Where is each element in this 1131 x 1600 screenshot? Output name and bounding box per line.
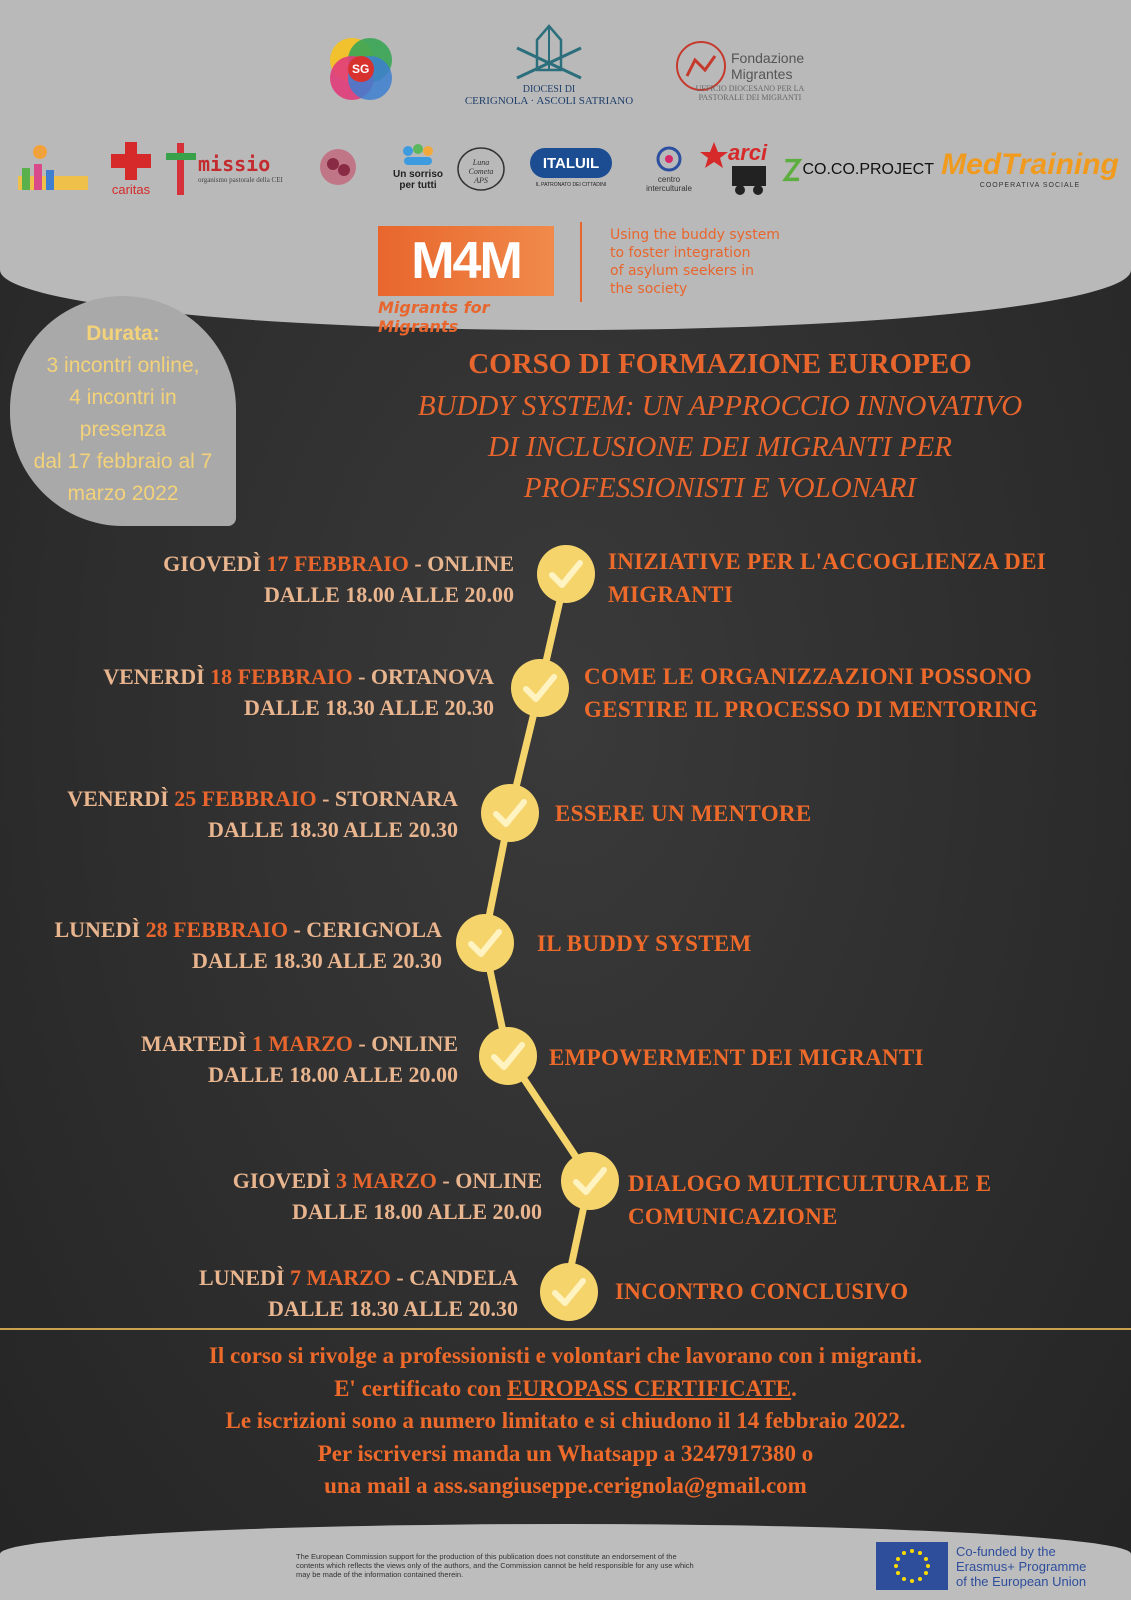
- duration-line-3: presenza: [79, 418, 167, 441]
- session-7-day: LUNEDÌ: [198, 1265, 285, 1290]
- divider-line: [0, 1328, 1131, 1330]
- m4m-tagline-4: the society: [610, 281, 688, 297]
- course-subtitle-2: DI INCLUSIONE DEI MIGRANTI PER: [488, 431, 952, 463]
- fondazione-name2: Migrantes: [731, 66, 793, 82]
- session-6-time: DALLE 18.00 ALLE 20.00: [292, 1199, 542, 1224]
- info-block: [0, 1340, 1131, 1503]
- eu-line-1: Co-funded by the: [956, 1544, 1056, 1559]
- session-7-check-icon: [540, 1263, 598, 1321]
- session-4-topic: [537, 927, 1037, 960]
- session-5-check-icon: [479, 1027, 537, 1085]
- sorriso-text2: per tutti: [399, 180, 437, 191]
- session-1-check-icon: [537, 545, 595, 603]
- session-2-place: - ORTANOVA: [358, 664, 494, 689]
- session-6-date-value: 3 MARZO: [336, 1168, 437, 1193]
- session-1-time: DALLE 18.00 ALLE 20.00: [264, 582, 514, 607]
- session-2-topic-2: GESTIRE IL PROCESSO DI MENTORING: [584, 697, 1038, 722]
- session-2-topic: [584, 660, 1129, 726]
- missio-text: missio: [198, 152, 271, 176]
- session-6-place: - ONLINE: [442, 1168, 542, 1193]
- session-6-day: GIOVEDÌ: [232, 1168, 331, 1193]
- session-7-place: - CANDELA: [396, 1265, 518, 1290]
- session-3-time: DALLE 18.30 ALLE 20.30: [208, 817, 458, 842]
- diocesi-line2: CERIGNOLA · ASCOLI SATRIANO: [464, 94, 634, 107]
- session-5-date-value: 1 MARZO: [252, 1031, 353, 1056]
- session-1-place: - ONLINE: [414, 551, 514, 576]
- session-4-topic-1: IL BUDDY SYSTEM: [537, 931, 752, 956]
- session-7-date-value: 7 MARZO: [290, 1265, 391, 1290]
- m4m-tagline-2: to foster integration: [610, 245, 751, 261]
- duration-line-4: dal 17 febbraio al 7: [33, 450, 213, 473]
- italuil-text: ITALUIL: [542, 154, 600, 172]
- medtraining-sub: COOPERATIVA SOCIALE: [979, 181, 1081, 189]
- session-5-topic: [549, 1041, 1069, 1074]
- m4m-tagline-3: of asylum seekers in: [610, 263, 754, 279]
- session-3-check-icon: [481, 784, 539, 842]
- session-3-topic-1: ESSERE UN MENTORE: [555, 801, 812, 826]
- session-3-date: [10, 783, 458, 845]
- duration-heading: Durata:: [86, 322, 160, 345]
- eu-flag-icon: [876, 1542, 948, 1590]
- session-5-topic-1: EMPOWERMENT DEI MIGRANTI: [549, 1045, 924, 1070]
- info-line-2: [0, 1373, 1131, 1406]
- duration-line-2: 4 incontri in: [69, 386, 177, 409]
- session-7-time: DALLE 18.30 ALLE 20.30: [268, 1296, 518, 1321]
- session-5-time: DALLE 18.00 ALLE 20.00: [208, 1062, 458, 1087]
- session-6-topic: [628, 1167, 1108, 1233]
- session-2-day: VENERDÌ: [103, 664, 205, 689]
- arci-text: arci: [728, 140, 768, 165]
- session-3-date-value: 25 FEBBRAIO: [174, 786, 317, 811]
- info-line-2a: E' certificato con: [334, 1375, 508, 1401]
- info-line-2c: .: [791, 1375, 797, 1401]
- session-6-date: [70, 1165, 542, 1227]
- info-line-5: una mail a ass.sangiuseppe.cerignola@gmail.com: [324, 1473, 807, 1498]
- fondazione-name1: Fondazione: [731, 50, 805, 66]
- medtraining-text: MedTraining: [941, 147, 1119, 181]
- session-6-check-icon: [561, 1152, 619, 1210]
- session-1-date-value: 17 FEBBRAIO: [266, 551, 409, 576]
- eu-line-3: of the European Union: [956, 1574, 1087, 1589]
- sg-badge-text: SG: [352, 62, 370, 76]
- coco-text: CO.CO.PROJECT: [802, 161, 934, 178]
- session-1-day: GIOVEDÌ: [163, 551, 261, 576]
- fondazione-sub1: UFFICIO DIOCESANO PER LA: [695, 84, 805, 93]
- session-6-topic-2: COMUNICAZIONE: [628, 1204, 838, 1229]
- session-7-topic: [615, 1275, 1095, 1308]
- session-2-check-icon: [511, 659, 569, 717]
- session-5-date: [10, 1028, 458, 1090]
- m4m-tagline-1: Using the buddy system: [610, 227, 780, 243]
- session-7-topic-1: INCONTRO CONCLUSIVO: [615, 1279, 909, 1304]
- session-4-day: LUNEDÌ: [54, 917, 141, 942]
- duration-line-5: marzo 2022: [67, 482, 179, 505]
- session-3-day: VENERDÌ: [67, 786, 169, 811]
- italuil-sub: IL PATRONATO DEI CITTADINI: [535, 182, 607, 188]
- disclaimer-line-2: contents which reflects the views only of the authors, and the Commission cannot be held responsible for any use which: [296, 1561, 694, 1570]
- europass-link[interactable]: EUROPASS CERTIFICATE: [507, 1375, 792, 1401]
- session-1-date: [40, 548, 514, 610]
- session-1-topic: [608, 545, 1128, 611]
- session-2-time: DALLE 18.30 ALLE 20.30: [244, 695, 494, 720]
- missio-sub: organismo pastorale della CEI: [198, 176, 283, 184]
- info-line-1: Il corso si rivolge a professionisti e volontari che lavorano con i migranti.: [208, 1343, 923, 1368]
- session-4-date-value: 28 FEBBRAIO: [145, 917, 288, 942]
- session-4-time: DALLE 18.30 ALLE 20.30: [192, 948, 442, 973]
- disclaimer-line-1: The European Commission support for the production of this publication does not constitute an endorsement of the: [296, 1552, 677, 1561]
- session-2-date-value: 18 FEBBRAIO: [210, 664, 353, 689]
- info-line-3: Le iscrizioni sono a numero limitato e si chiudono il 14 febbraio 2022.: [225, 1408, 906, 1433]
- sorriso-text1: Un sorriso: [392, 169, 443, 180]
- fondazione-sub2: PASTORALE DEI MIGRANTI: [698, 93, 802, 102]
- luna-text: Luna Cometa APS: [468, 158, 494, 185]
- disclaimer-line-3: may be made of the information contained therein.: [296, 1570, 464, 1579]
- course-title: CORSO DI FORMAZIONE EUROPEO: [468, 348, 972, 380]
- session-4-place: - CERIGNOLA: [293, 917, 442, 942]
- duration-line-1: 3 incontri online,: [46, 354, 200, 377]
- session-3-place: - STORNARA: [322, 786, 458, 811]
- session-4-date: [4, 914, 442, 976]
- eu-cofunded-text: [956, 1544, 1086, 1589]
- session-2-topic-1: COME LE ORGANIZZAZIONI POSSONO: [584, 664, 1032, 689]
- m4m-name: Migrants for Migrants: [378, 298, 490, 336]
- session-2-date: [20, 661, 494, 723]
- session-1-topic-1: INIZIATIVE PER L'ACCOGLIENZA DEI: [608, 549, 1046, 574]
- caritas-text: caritas: [111, 181, 151, 197]
- session-5-place: - ONLINE: [358, 1031, 458, 1056]
- m4m-mark: M4M: [411, 232, 521, 290]
- course-subtitle-3: PROFESSIONISTI E VOLONARI: [523, 472, 917, 504]
- eu-disclaimer: [296, 1552, 841, 1579]
- eu-line-2: Erasmus+ Programme: [956, 1559, 1087, 1574]
- centro-text: centro interculturale: [646, 175, 692, 193]
- diocesi-line1: DIOCESI DI: [522, 83, 576, 95]
- session-4-check-icon: [456, 914, 514, 972]
- course-subtitle-1: BUDDY SYSTEM: UN APPROCCIO INNOVATIVO: [417, 390, 1023, 422]
- session-3-topic: [555, 797, 1055, 830]
- session-5-day: MARTEDÌ: [140, 1031, 247, 1056]
- session-7-date: [50, 1262, 518, 1324]
- session-1-topic-2: MIGRANTI: [608, 582, 734, 607]
- session-6-topic-1: DIALOGO MULTICULTURALE E: [628, 1171, 992, 1196]
- info-line-4: Per iscriversi manda un Whatsapp a 3247917380 o: [317, 1440, 814, 1466]
